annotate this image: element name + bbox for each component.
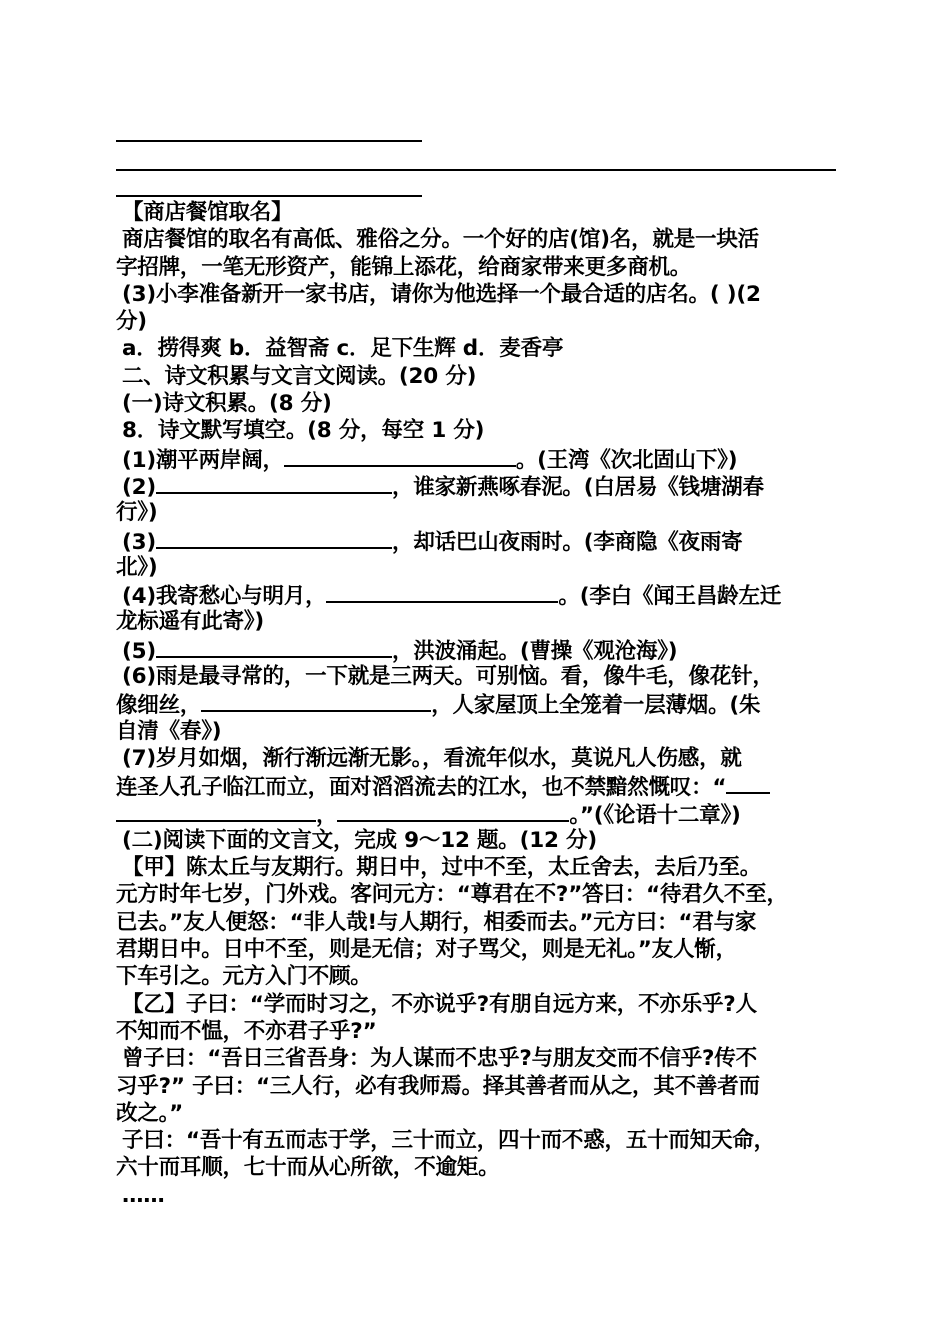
poem-item-2: (2) ，谁家新燕啄春泥。(白居易《钱塘湖春 bbox=[116, 472, 840, 499]
poem-item-5: (5) ，洪波涌起。(曹操《观沧海》) bbox=[116, 636, 840, 663]
passage-yi: 改之。” bbox=[116, 1100, 184, 1126]
passage-jia: 【甲】陈太丘与友期行。期日中，过中不至，太丘舍去，去后乃至。 bbox=[122, 855, 762, 881]
passage-yi: 曾子曰：“吾日三省吾身：为人谋而不忠乎?与朋友交而不信乎?传不 bbox=[122, 1046, 757, 1072]
fill-blank[interactable] bbox=[116, 800, 316, 822]
part-2-subsection-1: (一)诗文积累。(8 分) bbox=[122, 391, 332, 417]
poem-item-7-cont: 连圣人孔子临江而立，面对滔滔流去的江水，也不禁黯然慨叹：“ bbox=[116, 772, 840, 799]
poem-item-3-cont: 北》) bbox=[116, 554, 158, 580]
fill-blank[interactable] bbox=[201, 690, 431, 712]
answer-line bbox=[116, 195, 422, 197]
poem-item-4-cont: 龙标遥有此寄》) bbox=[116, 609, 264, 635]
poem-item-6-cont: 自清《春》) bbox=[116, 718, 222, 744]
passage-jia: 君期日中。日中不至，则是无信；对子骂父，则是无礼。”友人惭， bbox=[116, 937, 737, 963]
passage-jia: 已去。”友人便怒：“非人哉!与人期行，相委而去。”元方曰：“君与家 bbox=[116, 909, 757, 935]
part-2-subsection-2: (二)阅读下面的文言文，完成 9～12 题。(12 分) bbox=[122, 827, 597, 853]
section-title: 【商店餐馆取名】 bbox=[122, 200, 293, 225]
passage-jia: 下车引之。元方入门不顾。 bbox=[116, 964, 372, 990]
ellipsis: …… bbox=[122, 1182, 165, 1208]
poem-item-2-cont: 行》) bbox=[116, 500, 158, 526]
question-3-options: a．捞得爽 b．益智斋 c．足下生辉 d．麦香亭 bbox=[122, 336, 564, 362]
passage-yi: 子曰：“吾十有五而志于学，三十而立，四十而不惑，五十而知天命， bbox=[122, 1128, 775, 1154]
question-8-title: 8．诗文默写填空。(8 分，每空 1 分) bbox=[122, 418, 485, 444]
fill-blank[interactable] bbox=[156, 472, 392, 494]
intro-text: 字招牌，一笔无形资产，能锦上添花，给商家带来更多商机。 bbox=[116, 254, 692, 280]
poem-item-1: (1)潮平两岸阔， 。(王湾《次北固山下》) bbox=[116, 445, 840, 472]
passage-yi: 【乙】子曰：“学而时习之，不亦说乎?有朋自远方来，不亦乐乎?人 bbox=[122, 991, 757, 1017]
fill-blank[interactable] bbox=[156, 636, 392, 658]
passage-yi: 六十而耳顺，七十而从心所欲，不逾矩。 bbox=[116, 1155, 500, 1181]
poem-item-6-cont: 像细丝， ，人家屋顶上全笼着一层薄烟。(朱 bbox=[116, 690, 840, 717]
answer-line bbox=[116, 169, 836, 171]
fill-blank[interactable] bbox=[326, 581, 558, 603]
intro-text: 商店餐馆的取名有高低、雅俗之分。一个好的店(馆)名，就是一块活 bbox=[122, 227, 759, 253]
poem-item-3: (3) ，却话巴山夜雨时。(李商隐《夜雨寄 bbox=[116, 527, 840, 554]
fill-blank[interactable] bbox=[156, 527, 392, 549]
fill-blank[interactable] bbox=[337, 800, 569, 822]
passage-yi: 习乎?” 子曰：“三人行，必有我师焉。择其善者而从之，其不善者而 bbox=[116, 1073, 760, 1099]
part-2-title: 二、诗文积累与文言文阅读。(20 分) bbox=[122, 363, 477, 389]
answer-line bbox=[116, 140, 422, 142]
poem-item-4: (4)我寄愁心与明月， 。(李白《闻王昌龄左迁 bbox=[116, 581, 840, 608]
passage-yi: 不知而不愠，不亦君子乎?” bbox=[116, 1018, 377, 1044]
poem-item-7-cont: ， 。”(《论语十二章》) bbox=[116, 800, 840, 827]
question-3: 分) bbox=[116, 309, 147, 335]
passage-jia: 元方时年七岁，门外戏。客问元方：“尊君在不?”答曰：“待君久不至， bbox=[116, 882, 788, 908]
fill-blank[interactable] bbox=[726, 772, 770, 794]
fill-blank[interactable] bbox=[284, 445, 516, 467]
poem-item-6: (6)雨是最寻常的，一下就是三两天。可别恼。看，像牛毛，像花针， bbox=[122, 664, 774, 690]
question-3: (3)小李准备新开一家书店，请你为他选择一个最合适的店名。( )(2 bbox=[122, 281, 761, 307]
document-body bbox=[116, 199, 840, 1209]
poem-item-7: (7)岁月如烟，渐行渐远渐无影。，看流年似水，莫说凡人伤感，就 bbox=[122, 745, 742, 771]
